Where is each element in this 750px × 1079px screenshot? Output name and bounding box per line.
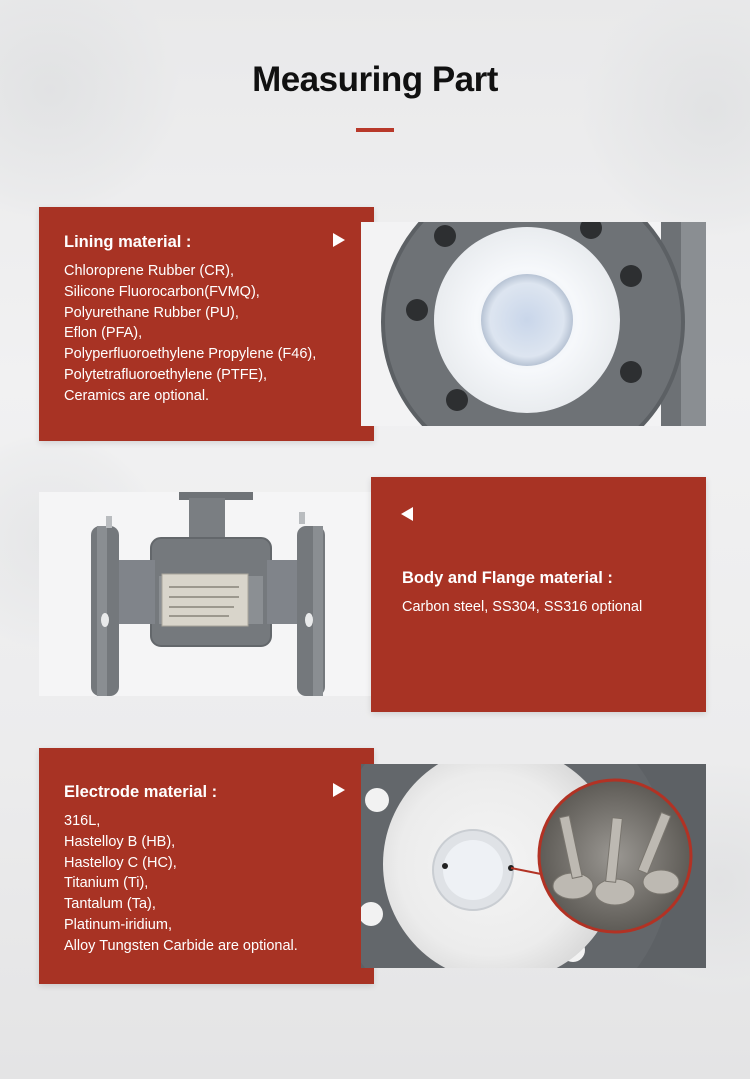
list-item: Hastelloy B (HB), [64, 833, 176, 850]
background-decoration [0, 0, 180, 220]
list-item: Carbon steel, SS304, SS316 optional [402, 599, 643, 615]
list-item: Eflon (PFA), [64, 325, 143, 342]
body-flange-material-list [402, 597, 642, 618]
list-item: Polyurethane Rubber (PU), [64, 304, 239, 321]
play-left-icon [401, 507, 413, 521]
electrode-material-heading: Electrode material : [64, 783, 218, 801]
lining-material-list [64, 261, 316, 407]
list-item: Titanium (Ti), [64, 875, 149, 892]
list-item: Chloroprene Rubber (CR), [64, 263, 235, 279]
list-item: Silicone Fluorocarbon(FVMQ), [64, 283, 260, 300]
list-item: Alloy Tungsten Carbide are optional. [64, 937, 298, 954]
play-right-icon [333, 783, 345, 797]
body-flange-material-heading: Body and Flange material : [402, 569, 613, 587]
list-item: Ceramics are optional. [64, 387, 210, 404]
list-item: Polyperfluoroethylene Propylene (F46), [64, 346, 317, 363]
list-item: Polytetrafluoroethylene (PTFE), [64, 366, 268, 383]
electrode-illustration [361, 764, 706, 968]
page-title: Measuring Part [252, 60, 498, 99]
body-flange-photo [39, 492, 384, 696]
electrode-photo [361, 764, 706, 968]
list-item: Tantalum (Ta), [64, 896, 156, 913]
play-right-icon [333, 233, 345, 247]
lining-flange-photo [361, 222, 706, 426]
flange-lining-illustration [361, 222, 706, 426]
lining-material-card [39, 207, 374, 441]
electrode-material-list [64, 811, 298, 957]
title-underline [356, 128, 394, 132]
list-item: Hastelloy C (HC), [64, 854, 177, 871]
list-item: Platinum-iridium, [64, 916, 172, 933]
electrode-material-card [39, 748, 374, 984]
list-item: 316L, [64, 813, 101, 829]
meter-body-illustration [39, 492, 384, 696]
background-decoration [580, 0, 750, 240]
body-flange-material-card [371, 477, 706, 712]
lining-material-heading: Lining material : [64, 233, 192, 251]
